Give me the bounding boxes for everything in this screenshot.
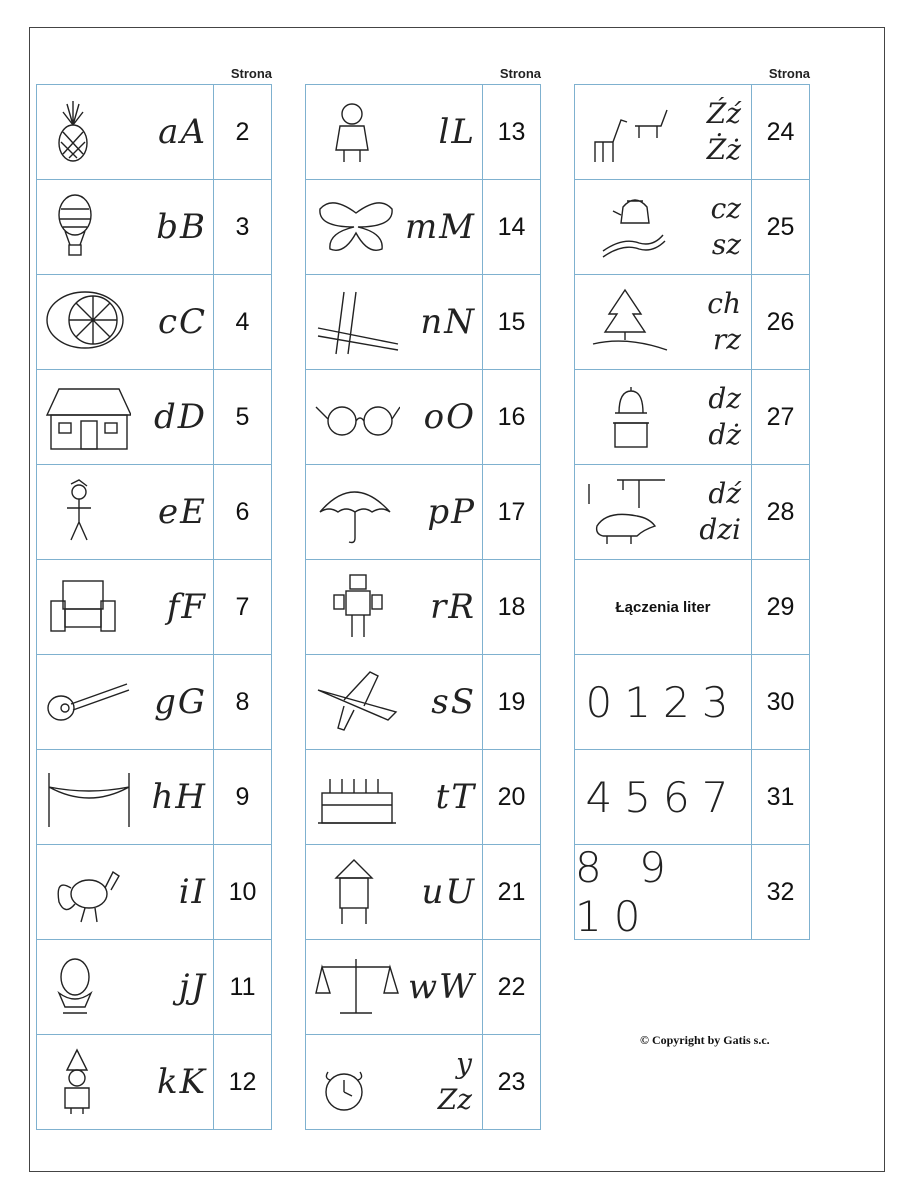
letter-cell [37, 560, 214, 654]
egg-cup-icon [45, 953, 131, 1021]
page-number: 7 [235, 592, 250, 621]
letter-cell [575, 180, 752, 274]
script-line: dzi [699, 513, 741, 546]
birthday-cake-icon [314, 763, 400, 831]
page-number: 11 [229, 972, 256, 1001]
page-number: 29 [766, 592, 795, 621]
page-number: 13 [497, 117, 526, 146]
script-line: Źź [706, 97, 741, 130]
letter-cell [37, 465, 214, 559]
table-row [574, 370, 810, 465]
page-number: 22 [497, 972, 526, 1001]
script-letters: gG [154, 682, 207, 722]
kettle-scarf-icon [583, 193, 669, 261]
umbrella-icon [314, 478, 400, 546]
letter-cell [37, 370, 214, 464]
script-line: sz [711, 228, 741, 261]
digit-row: 4567 [585, 772, 741, 822]
letter-cell [306, 180, 483, 274]
letter-cell [575, 750, 752, 844]
script-letters [708, 374, 741, 460]
script-letters: oO [423, 397, 476, 437]
page-number: 25 [766, 212, 795, 241]
letter-cell [306, 940, 483, 1034]
pineapple-icon [45, 98, 131, 166]
table-row [305, 655, 541, 750]
page-number: 9 [235, 782, 250, 811]
table-row [36, 465, 272, 560]
table-row [36, 655, 272, 750]
letter-cell [306, 370, 483, 464]
digit-row: 8 9 10 [575, 845, 678, 939]
table-row [574, 845, 810, 940]
page-number: 14 [497, 212, 526, 241]
page-number: 5 [235, 402, 250, 431]
script-letters: bB [156, 207, 207, 247]
armchair-icon [45, 573, 131, 641]
script-letters: tT [435, 777, 476, 817]
page-number: 30 [766, 687, 795, 716]
letter-cell [306, 750, 483, 844]
page-number: 17 [497, 497, 526, 526]
column-1 [36, 64, 272, 1130]
page-number: 3 [235, 212, 250, 241]
table-row [36, 370, 272, 465]
letter-cell [37, 1035, 214, 1129]
letter-cell [306, 845, 483, 939]
table-row [305, 370, 541, 465]
page-number: 21 [497, 877, 526, 906]
page-number: 6 [235, 497, 250, 526]
column-header: Strona [499, 66, 541, 81]
table-row [574, 465, 810, 560]
page-number: 26 [766, 307, 795, 336]
script-letters: wW [407, 967, 476, 1007]
table-row [305, 465, 541, 560]
airplane-icon [314, 668, 400, 736]
page-number: 18 [497, 592, 526, 621]
column-3 [574, 64, 810, 940]
letter-cell [37, 845, 214, 939]
script-letters [699, 469, 741, 555]
page-number: 16 [497, 402, 526, 431]
column-header: Strona [768, 66, 810, 81]
script-letters: lL [438, 112, 476, 152]
hot-air-balloon-icon [45, 193, 131, 261]
doll-icon [314, 98, 400, 166]
alarm-clock-icon [314, 1048, 400, 1116]
lesson-table [574, 84, 810, 940]
script-letters: nN [420, 302, 476, 342]
letter-cell [37, 85, 214, 179]
table-row [574, 180, 810, 275]
table-row [305, 180, 541, 275]
table-row [36, 275, 272, 370]
elf-icon [45, 478, 131, 546]
script-letters: kK [156, 1062, 207, 1102]
letter-cell [306, 465, 483, 559]
gnome-icon [45, 1048, 131, 1116]
letter-cell [306, 275, 483, 369]
table-row [305, 275, 541, 370]
table-row [36, 1035, 272, 1130]
script-letters: mM [404, 207, 476, 247]
guitar-icon [45, 668, 131, 736]
letter-cell [37, 275, 214, 369]
letter-cell [37, 940, 214, 1034]
lesson-table [305, 84, 541, 1130]
script-letters: hH [151, 777, 207, 817]
page-number: 15 [497, 307, 526, 336]
script-letters: jJ [178, 967, 207, 1007]
letter-cell [575, 845, 752, 939]
script-line: Żż [706, 133, 741, 166]
glasses-icon [314, 383, 400, 451]
script-letters [707, 89, 741, 175]
hut-icon [314, 858, 400, 926]
table-row [574, 85, 810, 180]
page-number: 19 [497, 687, 526, 716]
column-2 [305, 64, 541, 1130]
skis-icon [314, 288, 400, 356]
script-letters: cC [157, 302, 207, 342]
butterfly-icon [314, 193, 400, 261]
page-number: 23 [497, 1067, 526, 1096]
letter-cell [575, 370, 752, 464]
table-row [574, 275, 810, 370]
digit-row: 0123 [585, 677, 741, 727]
letter-cell [575, 465, 752, 559]
bell-honey-icon [583, 383, 669, 451]
page-number: 4 [235, 307, 250, 336]
table-row [305, 560, 541, 655]
script-letters: eE [158, 492, 207, 532]
letter-cell [306, 1035, 483, 1129]
script-line: Zz [437, 1083, 472, 1116]
script-letters: rR [430, 587, 476, 627]
table-row [36, 845, 272, 940]
script-letters: fF [166, 587, 207, 627]
table-row [305, 85, 541, 180]
script-line: cz [710, 192, 741, 225]
script-line: y [456, 1047, 472, 1080]
page-number: 32 [766, 877, 795, 906]
script-letters: iI [178, 872, 207, 912]
christmas-tree-icon [583, 288, 669, 356]
table-row [305, 1035, 541, 1130]
script-letters [438, 1039, 472, 1125]
script-line: dz [708, 382, 741, 415]
table-row [574, 655, 810, 750]
table-row [36, 180, 272, 275]
table-row [574, 560, 810, 655]
page-number: 8 [235, 687, 250, 716]
table-row [36, 85, 272, 180]
table-row [574, 750, 810, 845]
letter-cell [306, 655, 483, 749]
page-number: 27 [766, 402, 795, 431]
letter-cell [37, 750, 214, 844]
table-row [305, 940, 541, 1035]
page-number: 10 [228, 877, 257, 906]
letter-cell [37, 655, 214, 749]
scales-icon [314, 953, 400, 1021]
page-number: 28 [766, 497, 795, 526]
letter-cell [306, 85, 483, 179]
script-line: ch [707, 287, 741, 320]
letter-cell [37, 180, 214, 274]
house-icon [45, 383, 131, 451]
page-number: 24 [766, 117, 795, 146]
copyright-notice: © Copyright by Gatis s.c. [640, 1033, 770, 1047]
script-letters [711, 184, 741, 270]
letter-cell [306, 560, 483, 654]
table-row [36, 560, 272, 655]
page-number: 2 [235, 117, 250, 146]
script-letters: pP [427, 492, 476, 532]
giraffe-horse-icon [583, 98, 669, 166]
page-number: 20 [497, 782, 526, 811]
hammock-icon [45, 763, 131, 831]
script-letters: aA [158, 112, 207, 152]
script-line: dź [708, 477, 741, 510]
script-line: rz [712, 323, 741, 356]
lemon-icon [45, 288, 131, 356]
letter-cell [575, 85, 752, 179]
robot-icon [314, 573, 400, 641]
letter-cell [575, 560, 752, 654]
letter-cell [575, 655, 752, 749]
page-number: 12 [228, 1067, 257, 1096]
lesson-table [36, 84, 272, 1130]
script-line: dż [708, 418, 741, 451]
letter-joining-label: Łączenia liter [615, 598, 711, 616]
script-letters: sS [431, 682, 476, 722]
letter-cell [575, 275, 752, 369]
table-row [36, 940, 272, 1035]
script-letters: dD [153, 397, 207, 437]
table-row [36, 750, 272, 845]
table-row [305, 845, 541, 940]
table-row [305, 750, 541, 845]
crane-boar-icon [583, 478, 669, 546]
script-letters: uU [421, 872, 476, 912]
page-number: 31 [766, 782, 795, 811]
turkey-icon [45, 858, 131, 926]
column-header: Strona [230, 66, 272, 81]
script-letters [707, 279, 741, 365]
